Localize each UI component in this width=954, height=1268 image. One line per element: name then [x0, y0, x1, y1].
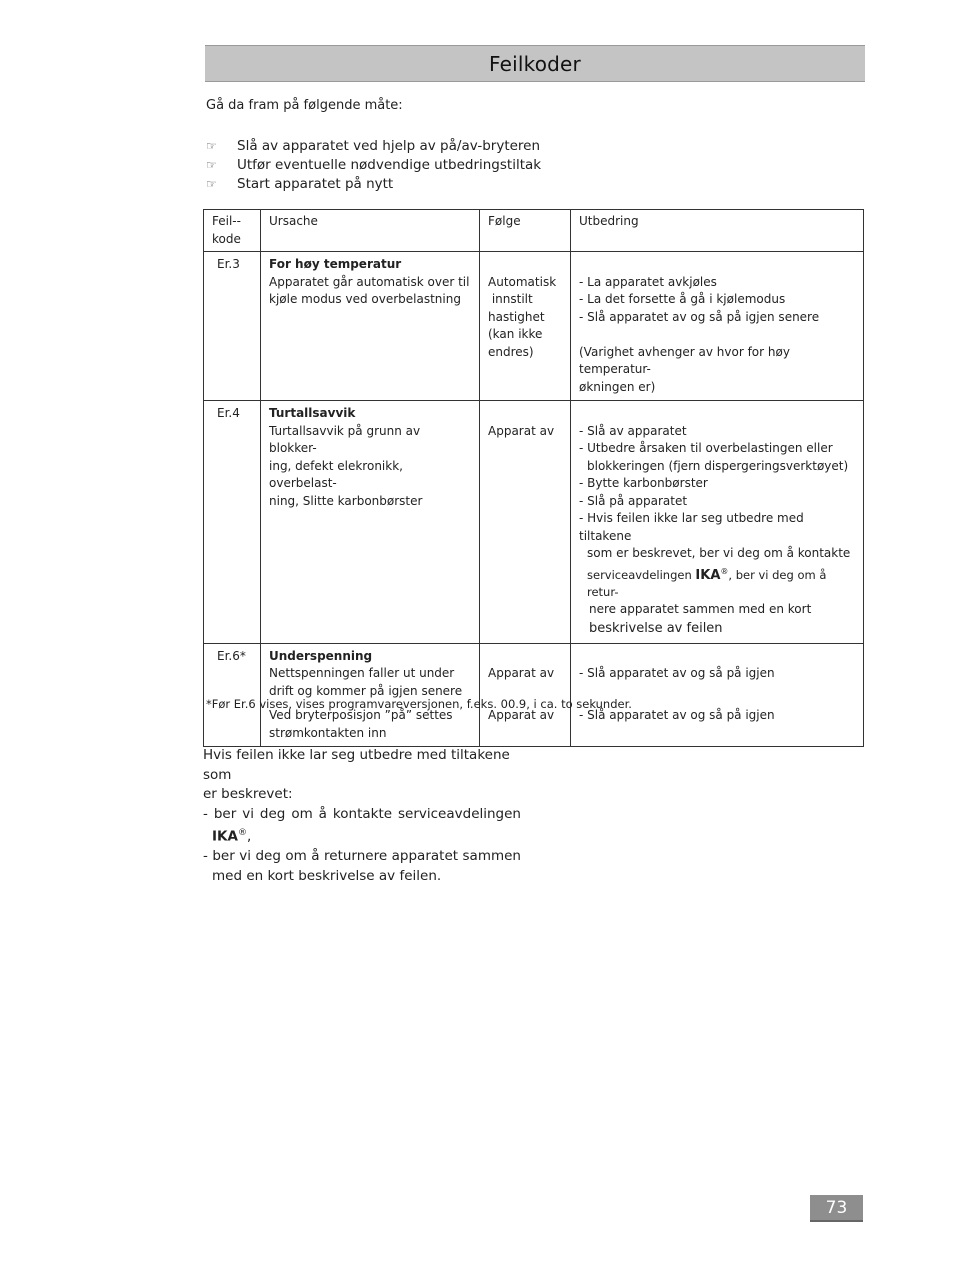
cause-title: Turtallsavvik	[269, 406, 356, 420]
header-cause: Ursache	[261, 210, 480, 252]
cause-cell: Turtallsavvik Turtallsavvik på grunn av blokker- ing, defekt elekronikk, overbelast- ning, Slitte karbonbørster	[261, 401, 480, 644]
ika-brand: IKA	[212, 828, 238, 845]
error-code: Er.6*	[204, 643, 261, 747]
table-header-row	[204, 210, 864, 252]
header-effect: Følge	[480, 210, 571, 252]
pointing-hand-icon: ☞	[206, 177, 217, 191]
title-bar	[205, 45, 865, 82]
effect-cell: Automatisk innstilt hastighet (kan ikke endres)	[480, 252, 571, 401]
error-code-table	[203, 209, 864, 747]
header-code: Feil-- kode	[204, 210, 261, 252]
list-item: ☞ Start apparatet på nytt	[206, 176, 394, 192]
header-remedy: Utbedring	[571, 210, 864, 252]
closing-text: Hvis feilen ikke lar seg utbedre med tiltakene som er beskrevet: - ber vi deg om å kontakte serviceavdelingen IKA®, - ber vi deg om å returnere apparatet sammen med en kort beskrivelse av feilen.	[203, 747, 521, 884]
error-code: Er.4	[204, 401, 261, 644]
page-title: Feilkoder	[489, 51, 581, 76]
list-item: ☞ Utfør eventuelle nødvendige utbedringstiltak	[206, 157, 542, 173]
list-item: ☞ Slå av apparatet ved hjelp av på/av-bryteren	[206, 138, 541, 154]
pointing-hand-icon: ☞	[206, 139, 217, 153]
effect-cell: Apparat av	[480, 401, 571, 644]
effect-cell: Apparat av Apparat av	[480, 643, 571, 747]
table-row	[204, 252, 864, 401]
remedy-cell: - La apparatet avkjøles - La det forsette å gå i kjølemodus - Slå apparatet av og så på igjen senere (Varighet avhenger av hvor for høy temperatur- økningen er)	[571, 252, 864, 401]
table-row	[204, 643, 864, 747]
cause-cell: For høy temperatur Apparatet går automatisk over til kjøle modus ved overbelastning	[261, 252, 480, 401]
steps-list	[206, 137, 541, 194]
cause-cell: Underspenning Nettspenningen faller ut under drift og kommer på igjen senere Ved bryterposisjon ”på” settes strømkontakten inn	[261, 643, 480, 747]
remedy-cell: - Slå av apparatet - Utbedre årsaken til overbelastingen eller blokkeringen (fjern dispergeringsverktøyet) - Bytte karbonbørster - Slå på apparatet - Hvis feilen ikke lar seg utbedre med tiltakene som er beskrevet, ber vi deg om å kontakte serviceavdelingen IKA®, ber vi deg om å retur- nere apparatet sammen med en kort beskrivelse av feilen	[571, 401, 864, 644]
error-code: Er.3	[204, 252, 261, 401]
table-row	[204, 401, 864, 644]
page-number: 73	[810, 1195, 863, 1222]
cause-title: For høy temperatur	[269, 257, 402, 271]
remedy-cell: - Slå apparatet av og så på igjen - Slå apparatet av og så på igjen	[571, 643, 864, 747]
footnote: *Før Er.6 vises, vises programvareversjonen, f.eks. 00.9, i ca. to sekunder.	[206, 697, 632, 711]
cause-title: Underspenning	[269, 648, 373, 663]
intro-text: Gå da fram på følgende måte:	[206, 98, 403, 113]
ika-brand: IKA	[695, 567, 721, 583]
pointing-hand-icon: ☞	[206, 158, 217, 172]
